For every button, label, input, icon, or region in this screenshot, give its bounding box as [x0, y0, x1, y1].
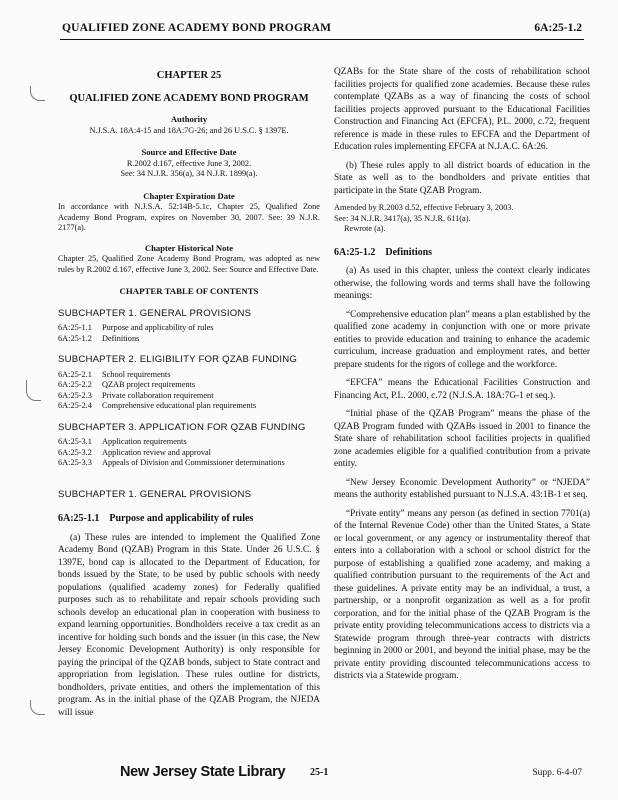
scan-mark	[30, 700, 45, 715]
toc-entry	[58, 401, 320, 412]
definition: “New Jersey Economic Development Authority” or “NJEDA” means the authority established pursuant to N.J.S.A. 43:1B-1 et seq.	[334, 477, 590, 500]
section-heading	[334, 247, 590, 260]
expiration-text: In accordance with N.J.S.A. 52:14B-5.1c, Chapter 25, Qualified Zone Academy Bond Program, expires on November 30, 2007. See: 39 N.J.R. 2177(a).	[58, 202, 320, 232]
scan-mark	[26, 380, 41, 401]
left-column	[58, 66, 320, 725]
definition: “Initial phase of the QZAB Program” means the phase of the QZAB Program funded with QZABs issued in 2001 to finance the State share of rehabilitation school facilities projects in qualified zone academies eligible for a qualified contribution from a private entity.	[334, 409, 590, 469]
toc-subchapter-title: SUBCHAPTER 2. ELIGIBILITY FOR QZAB FUNDING	[58, 354, 298, 365]
toc-entry-num: 6A:25-2.3	[58, 390, 92, 400]
paragraph-a: (a) These rules are intended to implement the Qualified Zone Academy Bond (QZAB) Program in this State. Under 26 U.S.C. § 1397E, bond cap is allocated to the Department of Education, for bonds issued by the State, to be used by public schools with needy populations (qualified academy zones) for Federally qualified purposes such as to rehabilitate and repair schools providing such schools develop an educational plan in cooperation with business to expand learning opportunities. Bondholders receive a tax credit as an incentive for holding such bonds and the issuer (in this case, the New Jersey Economic Development Authority) is only responsible for paying the principal of the QZAB bonds, subject to State contract and appropriation from legislation. These rules outline for districts, bondholders, private entities, and others the implementation of this program. As in the initial phase of the QZAB Program, the NJEDA will issue	[58, 532, 320, 718]
chapter-title: QUALIFIED ZONE ACADEMY BOND PROGRAM	[69, 92, 309, 104]
definitions-intro: (a) As used in this chapter, unless the context clearly indicates otherwise, the following words and terms shall have the following meanings:	[334, 266, 590, 301]
amendment-note	[334, 203, 590, 235]
amendment-line: Amended by R.2003 d.52, effective February 3, 2003.	[334, 203, 514, 212]
definition: “Private entity” means any person (as defined in section 7701(a) of the Internal Revenue Code) other than the United States, a State or local government, or any agency or instrumentality thereof that enters into a collaboration with a school or school district for the purpose of establishing a qualified zone academy, and making a qualified contribution pursuant to the requirements of the Act and these guidelines. A private entity may be an individual, a trust, a partnership, or a nonprofit organization as well as a for profit corporation, and for the initial phase of the QZAB Program is the private entity providing telecommunications access to districts via a Statewide program through three-year contracts with districts beginning in 2000 or 2001, and beyond the initial phase, may be the private entity providing discounted telecommunications access to districts via a Statewide program.	[334, 508, 590, 681]
authority-heading: Authority	[170, 114, 208, 124]
toc-entry-text: School requirements	[102, 369, 171, 379]
section-heading	[58, 513, 320, 526]
toc-entry-text: QZAB project requirements	[102, 380, 196, 389]
toc-subchapter-title: SUBCHAPTER 3. APPLICATION FOR QZAB FUNDING	[58, 421, 306, 433]
toc-entry	[58, 334, 320, 345]
toc-entry-text: Definitions	[102, 333, 140, 343]
toc-entry-text: Appeals of Division and Commissioner determinations	[102, 458, 285, 467]
section-title: Purpose and applicability of rules	[109, 513, 254, 524]
page-number: 25-1	[310, 767, 329, 778]
toc-entry-num: 6A:25-1.2	[58, 333, 92, 343]
source-text-1: R.2002 d.167, effective June 3, 2002.	[126, 158, 252, 168]
expiration-heading: Chapter Expiration Date	[143, 190, 235, 201]
header-rule	[60, 39, 584, 40]
toc-entry-text: Comprehensive educational plan requirements	[102, 401, 257, 410]
toc-entry	[58, 380, 320, 391]
paragraph-b: (b) These rules apply to all district boards of education in the State as well as to the bondholders and private entities that participate in the State QZAB Program.	[334, 160, 590, 196]
toc-entry-text: Purpose and applicability of rules	[102, 323, 214, 332]
section-number: 6A:25-1.2	[334, 246, 376, 258]
toc-entry-num: 6A:25-2.4	[58, 401, 92, 410]
toc-entry-text: Application review and approval	[102, 447, 211, 457]
running-header-title: QUALIFIED ZONE ACADEMY BOND PROGRAM	[62, 22, 332, 34]
toc-entry	[58, 391, 320, 402]
toc-entry-num: 6A:25-3.3	[58, 458, 92, 467]
toc-entry	[58, 323, 320, 334]
toc-entry-num: 6A:25-2.2	[58, 380, 92, 389]
right-column	[334, 66, 590, 689]
amendment-line: Rewrote (a).	[344, 224, 386, 233]
toc-entry-num: 6A:25-1.1	[58, 323, 92, 332]
toc-entry	[58, 370, 320, 381]
scan-mark	[30, 86, 45, 101]
source-heading: Source and Effective Date	[141, 147, 237, 157]
toc-heading: CHAPTER TABLE OF CONTENTS	[119, 286, 259, 296]
library-watermark: New Jersey State Library	[120, 764, 286, 780]
toc-entry-num: 6A:25-2.1	[58, 369, 92, 379]
section-title: Definitions	[385, 246, 433, 258]
historical-text: Chapter 25, Qualified Zone Academy Bond Program, was adopted as new rules by R.2002 d.167, effective June 3, 2002. See: Source and Effective Date.	[58, 254, 320, 274]
toc-entry-text: Application requirements	[102, 437, 187, 446]
source-text-2: See: 34 N.J.R. 356(a), 34 N.J.R. 1899(a).	[120, 169, 258, 178]
definition: “EFCFA” means the Educational Facilities Construction and Financing Act, P.L. 2000, c.72 (N.J.S.A. 18A:7G-1 et seq.).	[334, 378, 590, 401]
supplement-date: Supp. 6-4-07	[532, 768, 582, 778]
toc-subchapter-title: SUBCHAPTER 1. GENERAL PROVISIONS	[58, 307, 252, 319]
amendment-line: See: 34 N.J.R. 3417(a), 35 N.J.R. 611(a).	[334, 213, 471, 223]
toc-entry	[58, 437, 320, 448]
chapter-number: CHAPTER 25	[156, 70, 222, 81]
toc-entry	[58, 448, 320, 459]
toc-entry	[58, 458, 320, 469]
definition: “Comprehensive education plan” means a plan established by the qualified zone academy in conjunction with one or more private entities to provide education and training to enhance the academic curriculum, increase graduation and employment rates, and better prepare students for the rigors of college and the workforce.	[334, 309, 590, 370]
section-number: 6A:25-1.1	[58, 513, 100, 524]
paragraph-continued: QZABs for the State share of the costs of rehabilitation school facilities projects for qualified zone academies. Because these rules contemplate QZABs as a way of financing the costs of school facilities projects approved pursuant to the Educational Facilities Construction and Financing Act (EFCFA), P.L. 2000, c.72, frequent reference is made in these rules to EFCFA and the Department of Education rules implementing EFCFA at N.J.A.C. 6A:26.	[334, 67, 590, 152]
toc-entry-text: Private collaboration requirement	[102, 390, 214, 400]
running-header-section: 6A:25-1.2	[534, 22, 582, 34]
toc-entry-num: 6A:25-3.2	[58, 447, 92, 457]
historical-heading: Chapter Historical Note	[144, 242, 234, 253]
toc-entry-num: 6A:25-3.1	[58, 437, 92, 446]
authority-text: N.J.S.A. 18A:4-15 and 18A:7G-26; and 26 U.S.C. § 1397E.	[89, 125, 289, 135]
subchapter-heading: SUBCHAPTER 1. GENERAL PROVISIONS	[58, 488, 252, 500]
